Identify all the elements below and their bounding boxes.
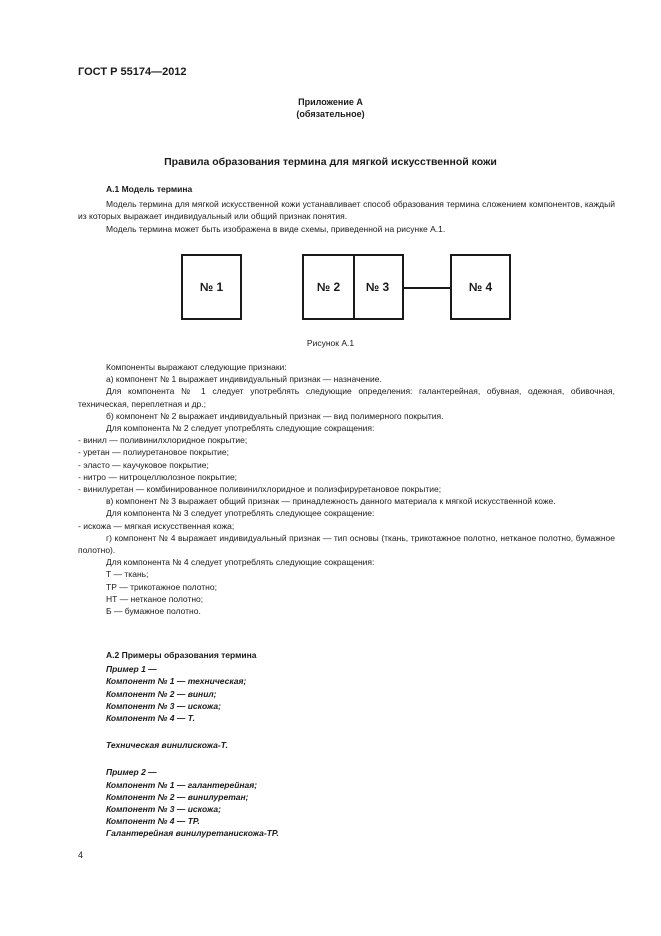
section-a1-heading: А.1 Модель термина [106,184,193,194]
component-box-label: № 4 [468,280,493,294]
example-result: Техническая винилискожа-Т. [106,740,228,751]
page-title: Правила образования термина для мягкой искусственной кожи [164,156,497,168]
list-item: Б — бумажное полотно. [106,606,201,617]
example-label: Пример 2 — [106,767,157,778]
term-model-diagram [0,250,661,325]
list-item: - уретан — полиуретановое покрытие; [78,447,229,458]
figure-caption: Рисунок А.1 [306,338,355,348]
example-line: Компонент № 4 — ТР. [106,816,200,827]
example-line: Компонент № 2 — винилуретан; [106,791,249,802]
component-box-2 [304,256,355,318]
component-box-4 [450,254,511,320]
paragraph: Компоненты выражают следующие признаки: [106,362,287,372]
paragraph: Для компонента № 1 следует употреблять следующие определения: галантерейная, обувная, одежная, обивочная, техническая, переплетная и др.; [78,386,615,409]
list-item: НТ — нетканое полотно; [106,593,204,604]
section-a2 [78,649,615,840]
component-box-label: № 2 [316,280,341,294]
example-line: Компонент № 3 — искожа; [106,700,221,711]
section-a1 [78,183,615,235]
example-label: Пример 1 — [106,664,157,675]
list-item: ТР — трикотажное полотно; [106,581,217,592]
component-box-2-3 [302,254,404,320]
paragraph: Модель термина для мягкой искусственной кожи устанавливает способ образования термина сложением компонентов, каждый из которых выражает индивидуальный или общий признак понятия. [78,199,615,222]
list-item: г) компонент № 4 выражает индивидуальный признак — тип основы (ткань, трикотажное полотно, нетканое полотно, бумажное полотно). [78,532,615,556]
paragraph: Для компонента № 4 следует употреблять следующие сокращения: [106,557,375,568]
list-item: Т — ткань; [106,569,149,580]
list-item: - винилуретан — комбинированное поливинилхлоридное и полиэфируретановое покрытие; [78,484,442,495]
annex-subtitle: (обязательное) [296,109,365,119]
example-result: Галантерейная винилуретанискожа-ТР. [106,828,279,839]
list-item: - эласто — каучуковое покрытие; [78,459,209,470]
list-item: в) компонент № 3 выражает общий признак — принадлежность данного материала к мягкой искусственной коже. [106,496,556,507]
example-line: Компонент № 2 — винил; [106,688,217,699]
example-line: Компонент № 3 — искожа; [106,804,221,815]
paragraph: Модель термина может быть изображена в виде схемы, приведенной на рисунке А.1. [106,223,446,234]
paragraph: Для компонента № 2 следует употреблять следующие сокращения: [106,423,375,434]
component-box-3 [353,256,402,318]
list-item: - искожа — мягкая искусственная кожа; [78,520,235,531]
example-line: Компонент № 1 — галантерейная; [106,779,258,790]
example-line: Компонент № 1 — техническая; [106,676,247,687]
page-number: 4 [78,850,84,860]
component-box-label: № 3 [365,280,390,294]
annex-title: Приложение А [298,97,363,107]
standard-header: ГОСТ Р 55174—2012 [78,66,187,78]
list-item: б) компонент № 2 выражает индивидуальный признак — вид полимерного покрытия. [106,410,444,421]
list-item: а) компонент № 1 выражает индивидуальный признак — назначение. [106,374,382,385]
component-box-1 [181,254,242,320]
connector-line [404,287,450,289]
components-section [78,361,615,617]
paragraph: Для компонента № 3 следует употреблять следующее сокращение: [106,508,375,519]
component-box-label: № 1 [199,280,224,294]
section-a2-heading: А.2 Примеры образования термина [106,650,257,660]
list-item: - винил — поливинилхлоридное покрытие; [78,435,248,446]
example-line: Компонент № 4 — Т. [106,713,195,724]
list-item: - нитро — нитроцеллюлозное покрытие; [78,471,238,482]
